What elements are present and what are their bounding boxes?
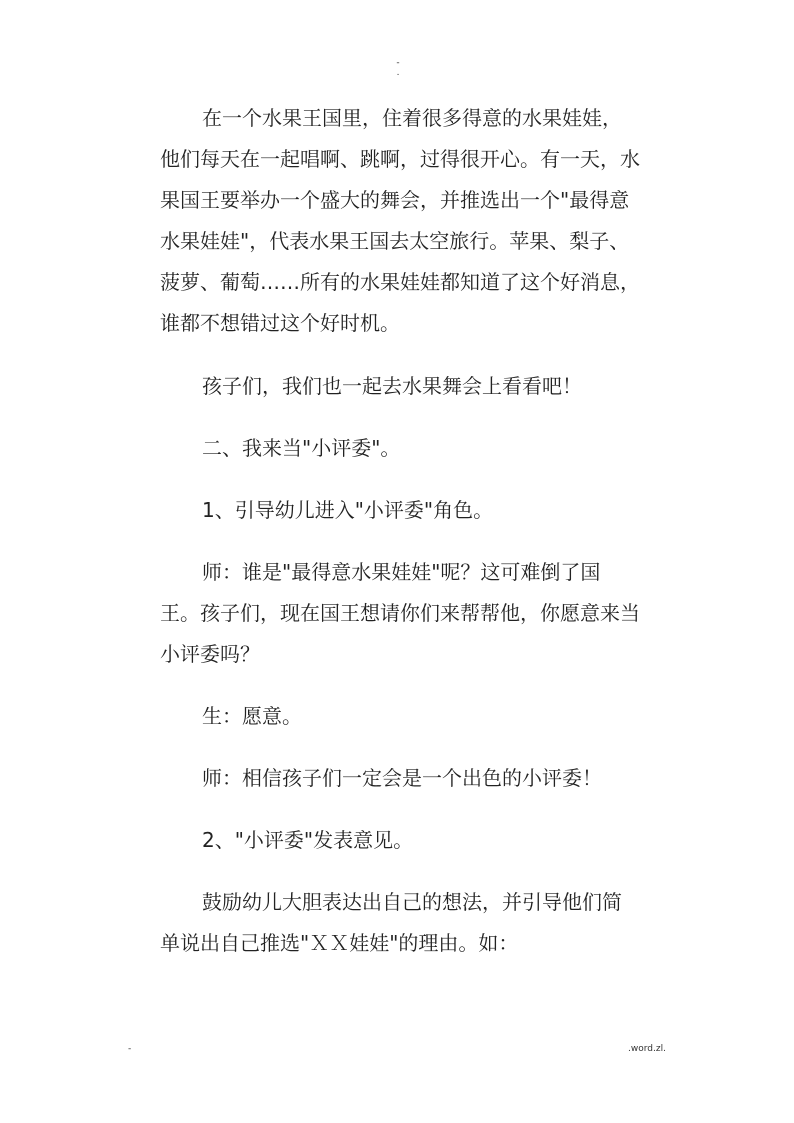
page-header-mark — [392, 58, 404, 78]
paragraph-invite: 孩子们，我们也一起去水果舞会上看看吧！ — [202, 374, 582, 398]
footer-left-mark: - — [128, 1044, 132, 1054]
section-heading-2: 二、我来当"小评委"。 — [202, 436, 401, 460]
paragraph-encourage-children: 鼓励幼儿大胆表达出自己的想法，并引导他们简单说出自己推选"ＸＸ娃娃"的理由。如： — [160, 890, 622, 955]
step-2: 2、"小评委"发表意见。 — [202, 828, 414, 852]
footer-right-mark: .word.zl. — [628, 1044, 666, 1054]
paragraph-teacher-question: 师：谁是"最得意水果娃娃"呢？这可难倒了国王。孩子们，现在国王想请你们来帮帮他，你愿意来当小评委吗？ — [160, 560, 640, 666]
paragraph-teacher-encourage: 师：相信孩子们一定会是一个出色的小评委！ — [202, 766, 602, 790]
header-dot: . — [396, 68, 400, 78]
paragraph-story: 在一个水果王国里，住着很多得意的水果娃娃，他们每天在一起唱啊、跳啊，过得很开心。有一天，水果国王要举办一个盛大的舞会，并推选出一个"最得意水果娃娃"，代表水果王国去太空旅行。苹果、梨子、菠萝、葡萄……所有的水果娃娃都知道了这个好消息，谁都不想错过这个好时机。 — [160, 106, 640, 335]
step-1: 1、引导幼儿进入"小评委"角色。 — [202, 498, 494, 522]
header-dash: - — [396, 58, 400, 68]
paragraph-student-answer: 生：愿意。 — [202, 704, 302, 728]
